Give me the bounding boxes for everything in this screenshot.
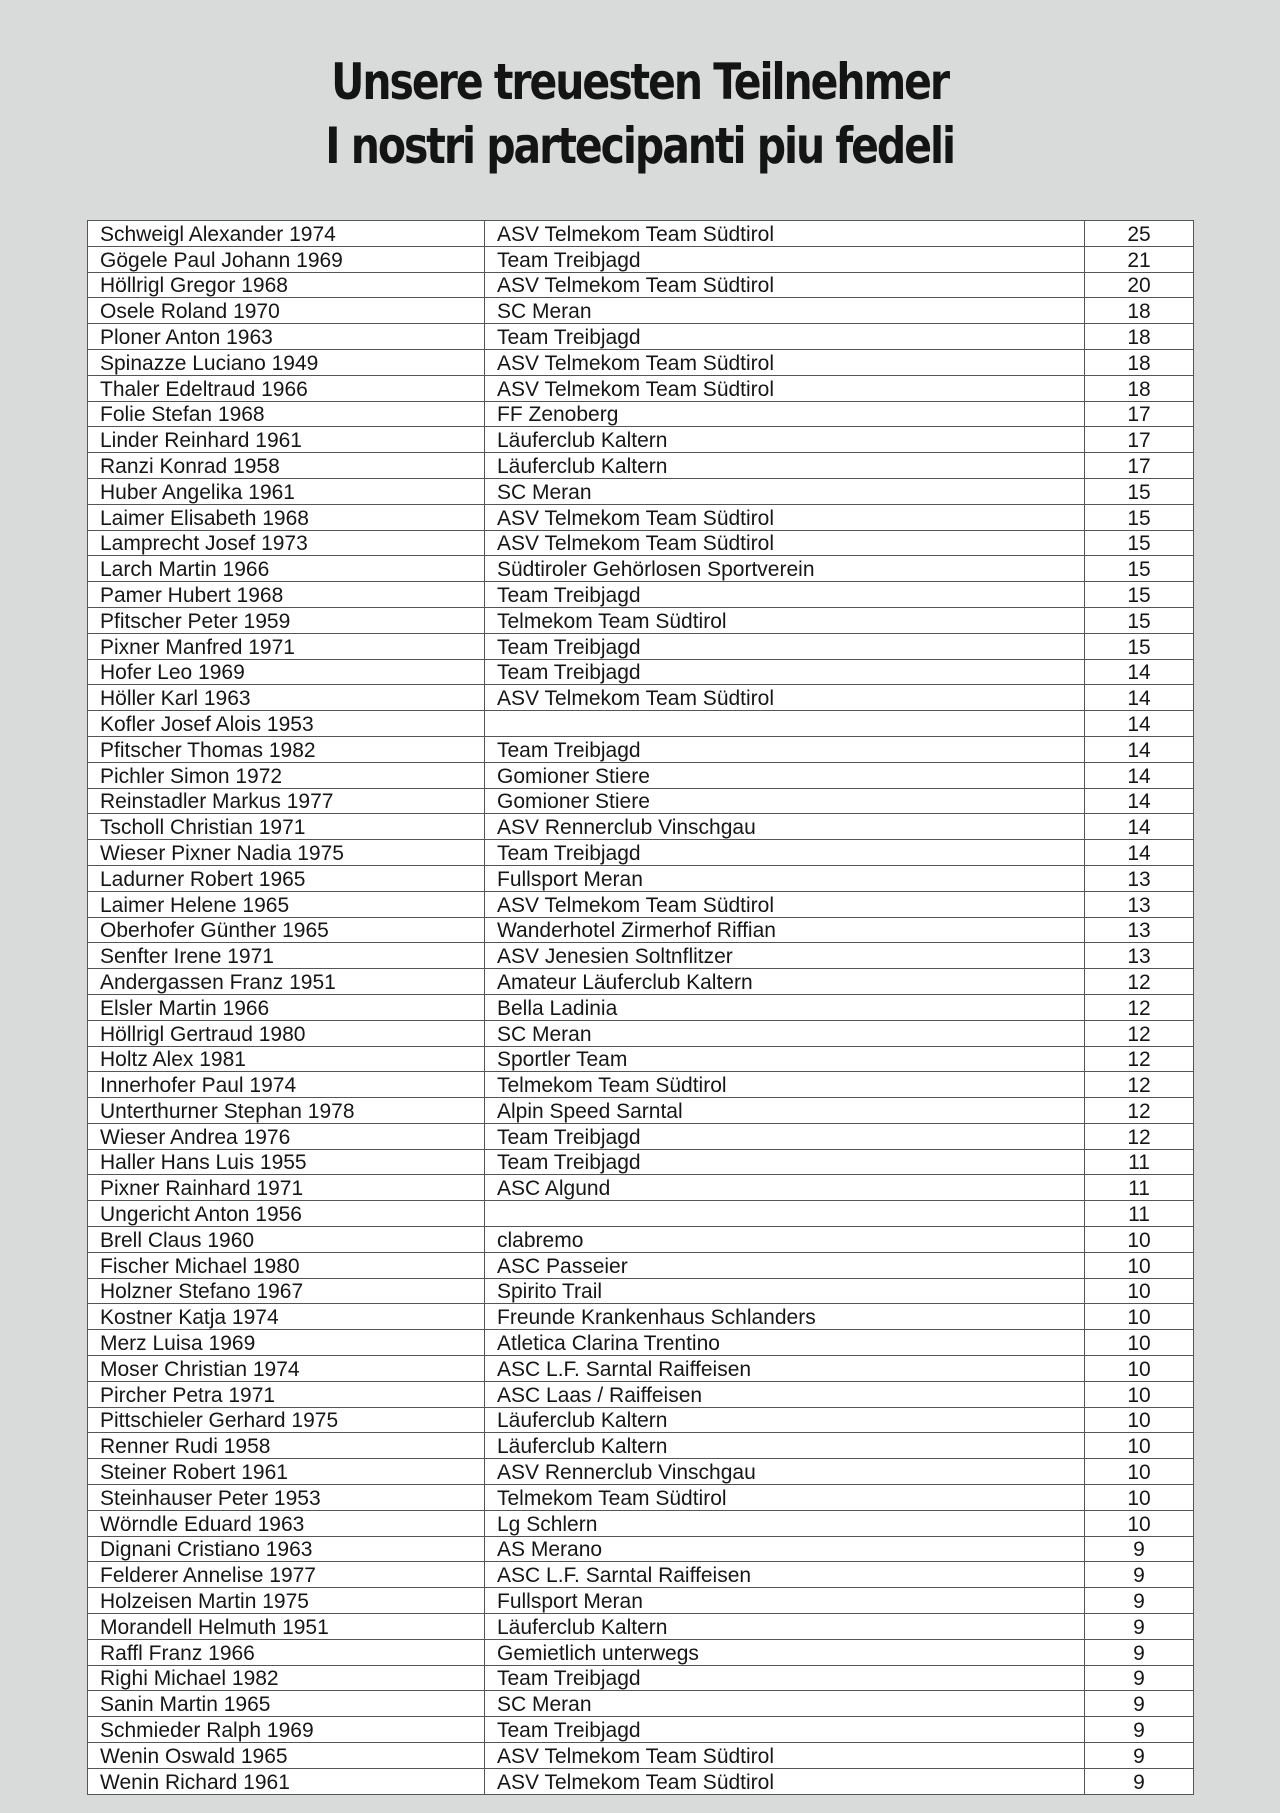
participation-count-cell: 20 — [1085, 272, 1194, 298]
table-row — [88, 840, 1194, 866]
participant-name-cell: Wenin Oswald 1965 — [88, 1743, 485, 1769]
table-row — [88, 427, 1194, 453]
participation-count-cell: 18 — [1085, 298, 1194, 324]
participation-count-cell: 14 — [1085, 685, 1194, 711]
participant-name-cell: Gögele Paul Johann 1969 — [88, 246, 485, 272]
table-row — [88, 453, 1194, 479]
table-row — [88, 917, 1194, 943]
club-cell: Team Treibjagd — [485, 1149, 1085, 1175]
table-row — [88, 1381, 1194, 1407]
club-cell: Bella Ladinia — [485, 994, 1085, 1020]
participation-count-cell: 15 — [1085, 607, 1194, 633]
participant-name-cell: Kostner Katja 1974 — [88, 1304, 485, 1330]
table-row — [88, 1768, 1194, 1794]
table-row — [88, 298, 1194, 324]
table-row — [88, 324, 1194, 350]
participation-count-cell: 12 — [1085, 969, 1194, 995]
participant-name-cell: Kofler Josef Alois 1953 — [88, 711, 485, 737]
title-italian: I nostri partecipanti piu fedeli — [325, 117, 955, 175]
participant-name-cell: Larch Martin 1966 — [88, 556, 485, 582]
club-cell: ASC Algund — [485, 1175, 1085, 1201]
club-cell: Läuferclub Kaltern — [485, 1407, 1085, 1433]
table-row — [88, 1227, 1194, 1253]
participant-name-cell: Ploner Anton 1963 — [88, 324, 485, 350]
club-cell: Telmekom Team Südtirol — [485, 1485, 1085, 1511]
club-cell: Fullsport Meran — [485, 865, 1085, 891]
participant-name-cell: Wieser Andrea 1976 — [88, 1123, 485, 1149]
club-cell: Telmekom Team Südtirol — [485, 607, 1085, 633]
table-row — [88, 1743, 1194, 1769]
club-cell: Team Treibjagd — [485, 582, 1085, 608]
participant-name-cell: Schmieder Ralph 1969 — [88, 1717, 485, 1743]
participation-count-cell: 14 — [1085, 840, 1194, 866]
table-row — [88, 1252, 1194, 1278]
participation-count-cell: 25 — [1085, 221, 1194, 247]
participation-count-cell: 9 — [1085, 1691, 1194, 1717]
participant-name-cell: Pixner Rainhard 1971 — [88, 1175, 485, 1201]
participation-count-cell: 10 — [1085, 1227, 1194, 1253]
participant-name-cell: Pfitscher Thomas 1982 — [88, 736, 485, 762]
participation-count-cell: 9 — [1085, 1536, 1194, 1562]
participation-count-cell: 15 — [1085, 478, 1194, 504]
table-row — [88, 865, 1194, 891]
table-row — [88, 1691, 1194, 1717]
participant-name-cell: Renner Rudi 1958 — [88, 1433, 485, 1459]
participation-count-cell: 17 — [1085, 401, 1194, 427]
table-row — [88, 530, 1194, 556]
club-cell: Gomioner Stiere — [485, 788, 1085, 814]
participant-name-cell: Osele Roland 1970 — [88, 298, 485, 324]
club-cell: ASV Telmekom Team Südtirol — [485, 685, 1085, 711]
participation-count-cell: 12 — [1085, 1072, 1194, 1098]
participant-name-cell: Unterthurner Stephan 1978 — [88, 1098, 485, 1124]
table-row — [88, 762, 1194, 788]
page-title — [115, 50, 1165, 178]
participation-count-cell: 10 — [1085, 1485, 1194, 1511]
participation-count-cell: 10 — [1085, 1304, 1194, 1330]
participant-name-cell: Höllrigl Gregor 1968 — [88, 272, 485, 298]
participation-count-cell: 14 — [1085, 659, 1194, 685]
participant-name-cell: Moser Christian 1974 — [88, 1356, 485, 1382]
club-cell: Team Treibjagd — [485, 633, 1085, 659]
table-row — [88, 1717, 1194, 1743]
table-row — [88, 659, 1194, 685]
table-row — [88, 556, 1194, 582]
club-cell: AS Merano — [485, 1536, 1085, 1562]
participant-name-cell: Ungericht Anton 1956 — [88, 1201, 485, 1227]
participation-count-cell: 15 — [1085, 582, 1194, 608]
participation-count-cell: 21 — [1085, 246, 1194, 272]
club-cell: Südtiroler Gehörlosen Sportverein — [485, 556, 1085, 582]
participant-name-cell: Höllrigl Gertraud 1980 — [88, 1020, 485, 1046]
club-cell: Team Treibjagd — [485, 659, 1085, 685]
club-cell: SC Meran — [485, 1020, 1085, 1046]
club-cell: Läuferclub Kaltern — [485, 453, 1085, 479]
participant-name-cell: Felderer Annelise 1977 — [88, 1562, 485, 1588]
participation-count-cell: 10 — [1085, 1459, 1194, 1485]
table-row — [88, 1278, 1194, 1304]
participant-name-cell: Laimer Helene 1965 — [88, 891, 485, 917]
club-cell: Telmekom Team Südtirol — [485, 1072, 1085, 1098]
table-row — [88, 1201, 1194, 1227]
table-row — [88, 633, 1194, 659]
table-row — [88, 272, 1194, 298]
participation-count-cell: 10 — [1085, 1510, 1194, 1536]
participation-count-cell: 10 — [1085, 1252, 1194, 1278]
participation-count-cell: 14 — [1085, 762, 1194, 788]
club-cell: ASV Telmekom Team Südtirol — [485, 349, 1085, 375]
club-cell: Sportler Team — [485, 1046, 1085, 1072]
table-row — [88, 1407, 1194, 1433]
participation-count-cell: 11 — [1085, 1201, 1194, 1227]
table-row — [88, 1020, 1194, 1046]
participant-name-cell: Holzeisen Martin 1975 — [88, 1588, 485, 1614]
participant-name-cell: Dignani Cristiano 1963 — [88, 1536, 485, 1562]
participation-count-cell: 12 — [1085, 994, 1194, 1020]
participation-count-cell: 15 — [1085, 556, 1194, 582]
club-cell: Läuferclub Kaltern — [485, 1433, 1085, 1459]
club-cell: Team Treibjagd — [485, 324, 1085, 350]
participant-name-cell: Spinazze Luciano 1949 — [88, 349, 485, 375]
table-row — [88, 1562, 1194, 1588]
participation-count-cell: 14 — [1085, 736, 1194, 762]
club-cell: Team Treibjagd — [485, 246, 1085, 272]
participation-count-cell: 12 — [1085, 1046, 1194, 1072]
participation-count-cell: 9 — [1085, 1768, 1194, 1794]
table-row — [88, 1356, 1194, 1382]
participant-name-cell: Sanin Martin 1965 — [88, 1691, 485, 1717]
table-row — [88, 736, 1194, 762]
club-cell: ASV Telmekom Team Südtirol — [485, 1768, 1085, 1794]
participation-count-cell: 18 — [1085, 375, 1194, 401]
participant-name-cell: Wieser Pixner Nadia 1975 — [88, 840, 485, 866]
participation-count-cell: 12 — [1085, 1123, 1194, 1149]
participant-name-cell: Righi Michael 1982 — [88, 1665, 485, 1691]
participation-count-cell: 11 — [1085, 1175, 1194, 1201]
club-cell: Läuferclub Kaltern — [485, 1614, 1085, 1640]
table-row — [88, 814, 1194, 840]
participants-table-body — [88, 221, 1194, 1795]
participation-count-cell: 14 — [1085, 711, 1194, 737]
club-cell — [485, 711, 1085, 737]
club-cell: ASV Rennerclub Vinschgau — [485, 814, 1085, 840]
participation-count-cell: 10 — [1085, 1433, 1194, 1459]
club-cell: Fullsport Meran — [485, 1588, 1085, 1614]
club-cell: Wanderhotel Zirmerhof Riffian — [485, 917, 1085, 943]
table-row — [88, 1665, 1194, 1691]
participant-name-cell: Oberhofer Günther 1965 — [88, 917, 485, 943]
participation-count-cell: 13 — [1085, 943, 1194, 969]
participation-count-cell: 17 — [1085, 453, 1194, 479]
club-cell: Team Treibjagd — [485, 1665, 1085, 1691]
club-cell: Alpin Speed Sarntal — [485, 1098, 1085, 1124]
table-row — [88, 504, 1194, 530]
participant-name-cell: Pamer Hubert 1968 — [88, 582, 485, 608]
club-cell: ASV Telmekom Team Südtirol — [485, 530, 1085, 556]
participation-count-cell: 14 — [1085, 814, 1194, 840]
table-row — [88, 788, 1194, 814]
participant-name-cell: Pircher Petra 1971 — [88, 1381, 485, 1407]
club-cell: Gemietlich unterwegs — [485, 1639, 1085, 1665]
table-row — [88, 891, 1194, 917]
club-cell: Team Treibjagd — [485, 840, 1085, 866]
table-row — [88, 1123, 1194, 1149]
title-german: Unsere treuesten Teilnehmer — [331, 53, 949, 111]
participation-count-cell: 10 — [1085, 1330, 1194, 1356]
participant-name-cell: Holtz Alex 1981 — [88, 1046, 485, 1072]
table-row — [88, 1639, 1194, 1665]
club-cell: ASC L.F. Sarntal Raiffeisen — [485, 1562, 1085, 1588]
club-cell: Gomioner Stiere — [485, 762, 1085, 788]
participant-name-cell: Tscholl Christian 1971 — [88, 814, 485, 840]
club-cell: ASV Telmekom Team Südtirol — [485, 375, 1085, 401]
table-row — [88, 1175, 1194, 1201]
participation-count-cell: 15 — [1085, 633, 1194, 659]
participant-name-cell: Andergassen Franz 1951 — [88, 969, 485, 995]
participant-name-cell: Pittschieler Gerhard 1975 — [88, 1407, 485, 1433]
participant-name-cell: Höller Karl 1963 — [88, 685, 485, 711]
table-row — [88, 1098, 1194, 1124]
club-cell: SC Meran — [485, 298, 1085, 324]
participation-count-cell: 9 — [1085, 1562, 1194, 1588]
participant-name-cell: Pfitscher Peter 1959 — [88, 607, 485, 633]
participation-count-cell: 13 — [1085, 917, 1194, 943]
club-cell: Amateur Läuferclub Kaltern — [485, 969, 1085, 995]
participation-count-cell: 12 — [1085, 1098, 1194, 1124]
table-row — [88, 1459, 1194, 1485]
participation-count-cell: 9 — [1085, 1614, 1194, 1640]
table-row — [88, 349, 1194, 375]
participant-name-cell: Schweigl Alexander 1974 — [88, 221, 485, 247]
participation-count-cell: 18 — [1085, 324, 1194, 350]
participation-count-cell: 18 — [1085, 349, 1194, 375]
participation-count-cell: 9 — [1085, 1639, 1194, 1665]
club-cell: ASC L.F. Sarntal Raiffeisen — [485, 1356, 1085, 1382]
table-row — [88, 1072, 1194, 1098]
club-cell: Atletica Clarina Trentino — [485, 1330, 1085, 1356]
participant-name-cell: Lamprecht Josef 1973 — [88, 530, 485, 556]
participant-name-cell: Innerhofer Paul 1974 — [88, 1072, 485, 1098]
table-row — [88, 1614, 1194, 1640]
table-row — [88, 607, 1194, 633]
club-cell: Lg Schlern — [485, 1510, 1085, 1536]
club-cell: Team Treibjagd — [485, 736, 1085, 762]
club-cell: ASV Telmekom Team Südtirol — [485, 1743, 1085, 1769]
table-row — [88, 1149, 1194, 1175]
club-cell: FF Zenoberg — [485, 401, 1085, 427]
participant-name-cell: Wenin Richard 1961 — [88, 1768, 485, 1794]
table-row — [88, 1304, 1194, 1330]
club-cell: Team Treibjagd — [485, 1123, 1085, 1149]
table-row — [88, 221, 1194, 247]
table-row — [88, 969, 1194, 995]
club-cell: ASV Jenesien Soltnflitzer — [485, 943, 1085, 969]
participation-count-cell: 9 — [1085, 1743, 1194, 1769]
participant-name-cell: Thaler Edeltraud 1966 — [88, 375, 485, 401]
table-row — [88, 1046, 1194, 1072]
participant-name-cell: Steinhauser Peter 1953 — [88, 1485, 485, 1511]
participation-count-cell: 15 — [1085, 530, 1194, 556]
club-cell — [485, 1201, 1085, 1227]
club-cell: Spirito Trail — [485, 1278, 1085, 1304]
participant-name-cell: Hofer Leo 1969 — [88, 659, 485, 685]
participant-name-cell: Brell Claus 1960 — [88, 1227, 485, 1253]
club-cell: ASC Laas / Raiffeisen — [485, 1381, 1085, 1407]
club-cell: ASC Passeier — [485, 1252, 1085, 1278]
participant-name-cell: Ladurner Robert 1965 — [88, 865, 485, 891]
participant-name-cell: Haller Hans Luis 1955 — [88, 1149, 485, 1175]
participation-count-cell: 10 — [1085, 1356, 1194, 1382]
participant-name-cell: Pixner Manfred 1971 — [88, 633, 485, 659]
participation-count-cell: 9 — [1085, 1588, 1194, 1614]
table-row — [88, 685, 1194, 711]
club-cell: ASV Rennerclub Vinschgau — [485, 1459, 1085, 1485]
table-row — [88, 582, 1194, 608]
club-cell: Team Treibjagd — [485, 1717, 1085, 1743]
table-row — [88, 246, 1194, 272]
club-cell: ASV Telmekom Team Südtirol — [485, 891, 1085, 917]
participation-count-cell: 14 — [1085, 788, 1194, 814]
participant-name-cell: Fischer Michael 1980 — [88, 1252, 485, 1278]
club-cell: ASV Telmekom Team Südtirol — [485, 504, 1085, 530]
table-row — [88, 1536, 1194, 1562]
club-cell: Freunde Krankenhaus Schlanders — [485, 1304, 1085, 1330]
table-row — [88, 1433, 1194, 1459]
table-row — [88, 711, 1194, 737]
participation-count-cell: 10 — [1085, 1381, 1194, 1407]
participant-name-cell: Raffl Franz 1966 — [88, 1639, 485, 1665]
participation-count-cell: 10 — [1085, 1278, 1194, 1304]
participants-table — [87, 220, 1194, 1795]
participant-name-cell: Elsler Martin 1966 — [88, 994, 485, 1020]
participant-name-cell: Morandell Helmuth 1951 — [88, 1614, 485, 1640]
table-row — [88, 1485, 1194, 1511]
participation-count-cell: 13 — [1085, 891, 1194, 917]
club-cell: SC Meran — [485, 478, 1085, 504]
table-row — [88, 1510, 1194, 1536]
participant-name-cell: Merz Luisa 1969 — [88, 1330, 485, 1356]
participation-count-cell: 11 — [1085, 1149, 1194, 1175]
participation-count-cell: 9 — [1085, 1665, 1194, 1691]
table-row — [88, 943, 1194, 969]
club-cell: SC Meran — [485, 1691, 1085, 1717]
participant-name-cell: Ranzi Konrad 1958 — [88, 453, 485, 479]
table-row — [88, 994, 1194, 1020]
participation-count-cell: 9 — [1085, 1717, 1194, 1743]
table-row — [88, 401, 1194, 427]
participation-count-cell: 17 — [1085, 427, 1194, 453]
club-cell: ASV Telmekom Team Südtirol — [485, 221, 1085, 247]
participant-name-cell: Folie Stefan 1968 — [88, 401, 485, 427]
table-row — [88, 375, 1194, 401]
participant-name-cell: Reinstadler Markus 1977 — [88, 788, 485, 814]
club-cell: ASV Telmekom Team Südtirol — [485, 272, 1085, 298]
participant-name-cell: Wörndle Eduard 1963 — [88, 1510, 485, 1536]
participation-count-cell: 15 — [1085, 504, 1194, 530]
participation-count-cell: 12 — [1085, 1020, 1194, 1046]
club-cell: clabremo — [485, 1227, 1085, 1253]
participation-count-cell: 13 — [1085, 865, 1194, 891]
participant-name-cell: Holzner Stefano 1967 — [88, 1278, 485, 1304]
club-cell: Läuferclub Kaltern — [485, 427, 1085, 453]
participant-name-cell: Laimer Elisabeth 1968 — [88, 504, 485, 530]
participant-name-cell: Senfter Irene 1971 — [88, 943, 485, 969]
participant-name-cell: Linder Reinhard 1961 — [88, 427, 485, 453]
participant-name-cell: Pichler Simon 1972 — [88, 762, 485, 788]
participant-name-cell: Huber Angelika 1961 — [88, 478, 485, 504]
table-row — [88, 478, 1194, 504]
table-row — [88, 1588, 1194, 1614]
table-row — [88, 1330, 1194, 1356]
participation-count-cell: 10 — [1085, 1407, 1194, 1433]
participant-name-cell: Steiner Robert 1961 — [88, 1459, 485, 1485]
